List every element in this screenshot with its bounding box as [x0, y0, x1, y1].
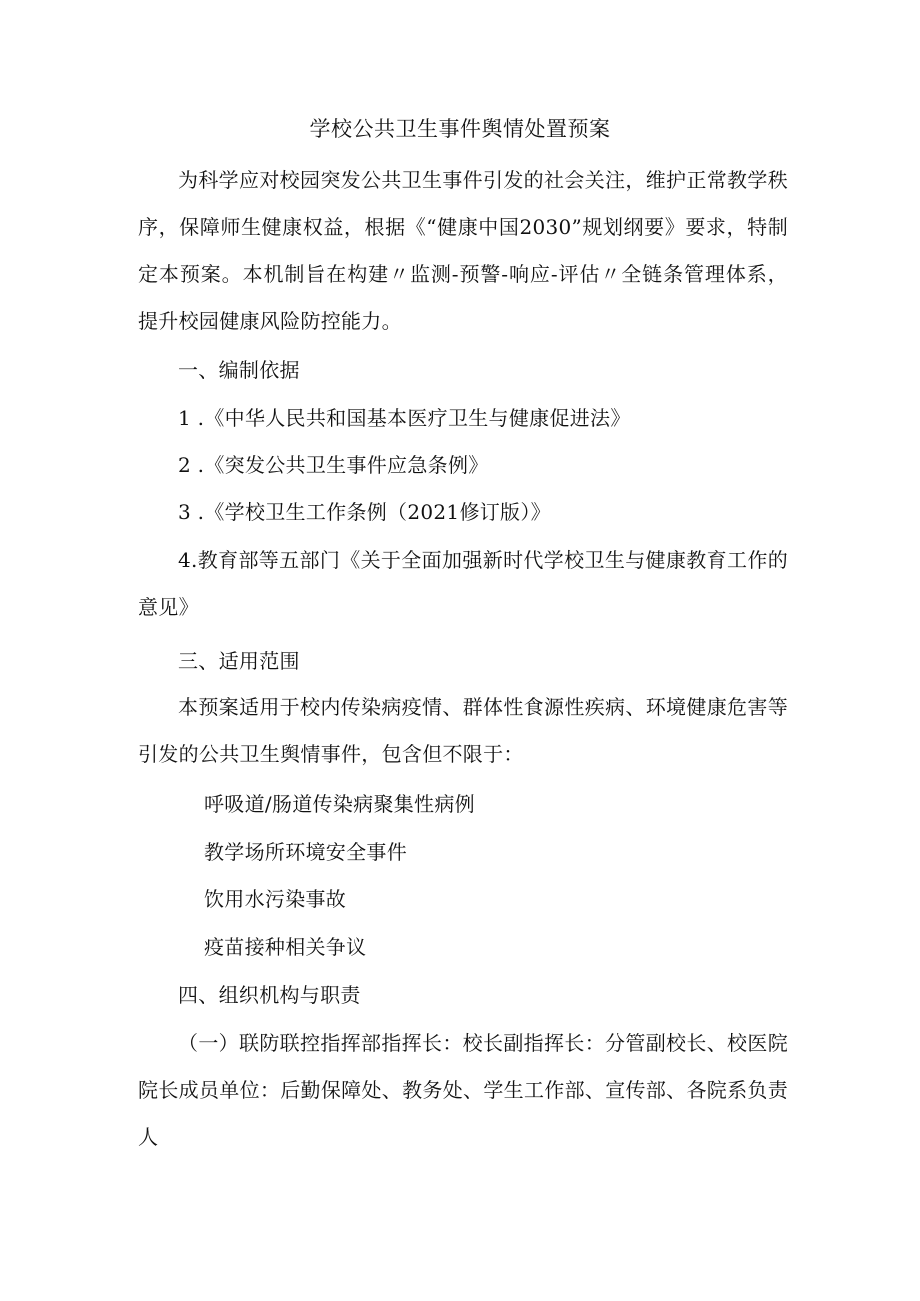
scope-item-1: 呼吸道/肠道传染病聚集性病例 — [204, 792, 475, 816]
scope-paragraph: 本预案适用于校内传染病疫情、群体性食源性疾病、环境健康危害等引发的公共卫生舆情事件，包含但不限于： — [138, 695, 788, 766]
section-heading-scope: 三、适用范围 — [178, 649, 300, 673]
intro-paragraph: 为科学应对校园突发公共卫生事件引发的社会关注，维护正常教学秩序，保障师生健康权益，根据《“健康中国2030”规划纲要》要求，特制定本预案。本机制旨在构建〃监测-预警-响应-评估〃全链条管理体系，提升校园健康风险防控能力。 — [138, 168, 788, 333]
scope-item-3: 饮用水污染事故 — [204, 887, 347, 911]
scope-item-4: 疫苗接种相关争议 — [204, 935, 367, 959]
basis-item-1: 1 .《中华人民共和国基本医疗卫生与健康促进法》 — [178, 406, 631, 430]
section-heading-basis: 一、编制依据 — [178, 358, 300, 382]
scope-item-2: 教学场所环境安全事件 — [204, 840, 407, 864]
document-title: 学校公共卫生事件舆情处置预案 — [309, 117, 611, 141]
basis-item-3: 3 .《学校卫生工作条例（2021修订版）》 — [178, 500, 551, 524]
section-heading-organization: 四、组织机构与职责 — [178, 983, 361, 1007]
basis-item-2: 2 .《突发公共卫生事件应急条例》 — [178, 453, 489, 477]
organization-paragraph: （一）联防联控指挥部指挥长：校长副指挥长：分管副校长、校医院院长成员单位：后勤保障处、教务处、学生工作部、宣传部、各院系负责人 — [138, 1031, 788, 1149]
basis-item-4: 4.教育部等五部门《关于全面加强新时代学校卫生与健康教育工作的意见》 — [138, 548, 788, 619]
